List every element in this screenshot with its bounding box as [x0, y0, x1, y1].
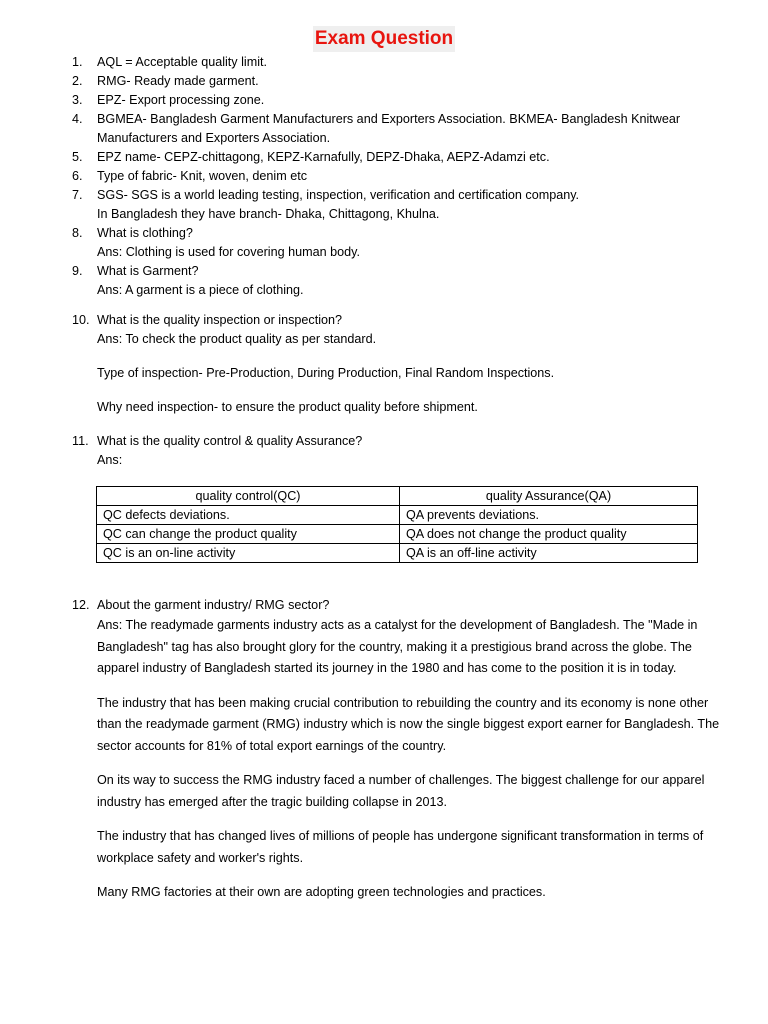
list-item — [72, 262, 732, 300]
item-text: Type of fabric- Knit, woven, denim etc — [97, 169, 307, 183]
item-number: 7. — [72, 188, 83, 202]
spacer — [97, 869, 732, 882]
item-number: 11. — [72, 434, 89, 448]
answer-text: Ans: Clothing is used for covering human body. — [97, 245, 360, 259]
list-item — [72, 53, 732, 72]
rmg-paragraph: Many RMG factories at their own are adopting green technologies and practices. — [97, 885, 546, 899]
list-item — [72, 91, 732, 110]
question-text: What is Garment? — [97, 264, 199, 278]
page-title: Exam Question — [313, 26, 455, 52]
item-body — [97, 224, 732, 262]
table-header-qc: quality control(QC) — [97, 487, 400, 506]
list-item — [72, 186, 732, 224]
question-text: About the garment industry/ RMG sector? — [97, 598, 330, 612]
table-row — [97, 525, 698, 544]
spacer — [72, 563, 732, 596]
answer-label: Ans: — [97, 453, 123, 467]
spacer — [72, 417, 732, 432]
spacer — [72, 470, 732, 486]
title-container — [0, 26, 768, 52]
item-number: 2. — [72, 74, 83, 88]
item-body — [97, 596, 732, 904]
question-text: What is the quality inspection or inspection? — [97, 313, 343, 327]
spacer — [72, 300, 732, 311]
qc-qa-table — [96, 486, 698, 563]
answer-text: Ans: A garment is a piece of clothing. — [97, 283, 304, 297]
list-item — [72, 148, 732, 167]
item-number: 6. — [72, 169, 83, 183]
item-text: AQL = Acceptable quality limit. — [97, 55, 267, 69]
item-number: 9. — [72, 264, 83, 278]
spacer — [97, 680, 732, 693]
item-number: 12. — [72, 598, 90, 612]
list-item — [72, 432, 732, 470]
item-number: 10. — [72, 313, 90, 327]
table-row — [97, 506, 698, 525]
item-body — [97, 432, 732, 470]
table-cell: QC defects deviations. — [97, 506, 400, 525]
table-header-qa: quality Assurance(QA) — [400, 487, 698, 506]
table-cell: QA does not change the product quality — [400, 525, 698, 544]
question-list — [72, 53, 732, 904]
spacer — [97, 383, 732, 398]
item-text: EPZ- Export processing zone. — [97, 93, 265, 107]
list-item — [72, 110, 732, 148]
rmg-paragraph: The industry that has been making crucial contribution to rebuilding the country and its economy is none other than the readymade garment (RMG) industry which is now the single biggest export earner for Bangladesh. The sector accounts for 81% of total export earnings of the country. — [97, 695, 720, 753]
answer-text: Ans: To check the product quality as per standard. — [97, 332, 377, 346]
list-item — [72, 596, 732, 904]
rmg-paragraph: On its way to success the RMG industry faced a number of challenges. The biggest challenge for our apparel industry has emerged after the tragic building collapse in 2013. — [97, 773, 705, 809]
item-number: 3. — [72, 93, 83, 107]
item-number: 4. — [72, 112, 83, 126]
spacer — [97, 757, 732, 770]
inspection-types-text: Type of inspection- Pre-Production, During Production, Final Random Inspections. — [97, 366, 555, 380]
item-text: BGMEA- Bangladesh Garment Manufacturers and Exporters Association. BKMEA- Bangladesh Knitwear Manufacturers and Exporters Association. — [97, 112, 681, 145]
spacer — [97, 813, 732, 826]
spacer — [97, 349, 732, 364]
question-text: What is clothing? — [97, 226, 193, 240]
list-item — [72, 72, 732, 91]
inspection-reason-text: Why need inspection- to ensure the product quality before shipment. — [97, 400, 478, 414]
item-body — [97, 311, 732, 417]
item-number: 5. — [72, 150, 83, 164]
item-subtext: In Bangladesh they have branch- Dhaka, Chittagong, Khulna. — [97, 207, 440, 221]
item-body — [97, 262, 732, 300]
item-text: EPZ name- CEPZ-chittagong, KEPZ-Karnafully, DEPZ-Dhaka, AEPZ-Adamzi etc. — [97, 150, 550, 164]
table-cell: QA is an off-line activity — [400, 544, 698, 563]
list-item — [72, 224, 732, 262]
rmg-paragraph: Ans: The readymade garments industry acts as a catalyst for the development of Bangladesh. The "Made in Bangladesh" tag has also brought glory for the country, making it a prestigious brand across the globe. The apparel industry of Bangladesh started its journey in the 1980 and has come to the position it is in today. — [97, 618, 698, 675]
list-item — [72, 311, 732, 417]
rmg-paragraph: The industry that has changed lives of millions of people has undergone significant transformation in terms of workplace safety and worker's rights. — [97, 829, 704, 865]
item-text: SGS- SGS is a world leading testing, inspection, verification and certification company. — [97, 188, 580, 202]
table-header-row — [97, 487, 698, 506]
table-row — [97, 544, 698, 563]
table-cell: QC can change the product quality — [97, 525, 400, 544]
question-text: What is the quality control & quality Assurance? — [97, 434, 363, 448]
item-body — [97, 186, 732, 224]
item-text: RMG- Ready made garment. — [97, 74, 259, 88]
list-item — [72, 167, 732, 186]
table-cell: QA prevents deviations. — [400, 506, 698, 525]
item-number: 8. — [72, 226, 83, 240]
item-number: 1. — [72, 55, 83, 69]
table-cell: QC is an on-line activity — [97, 544, 400, 563]
